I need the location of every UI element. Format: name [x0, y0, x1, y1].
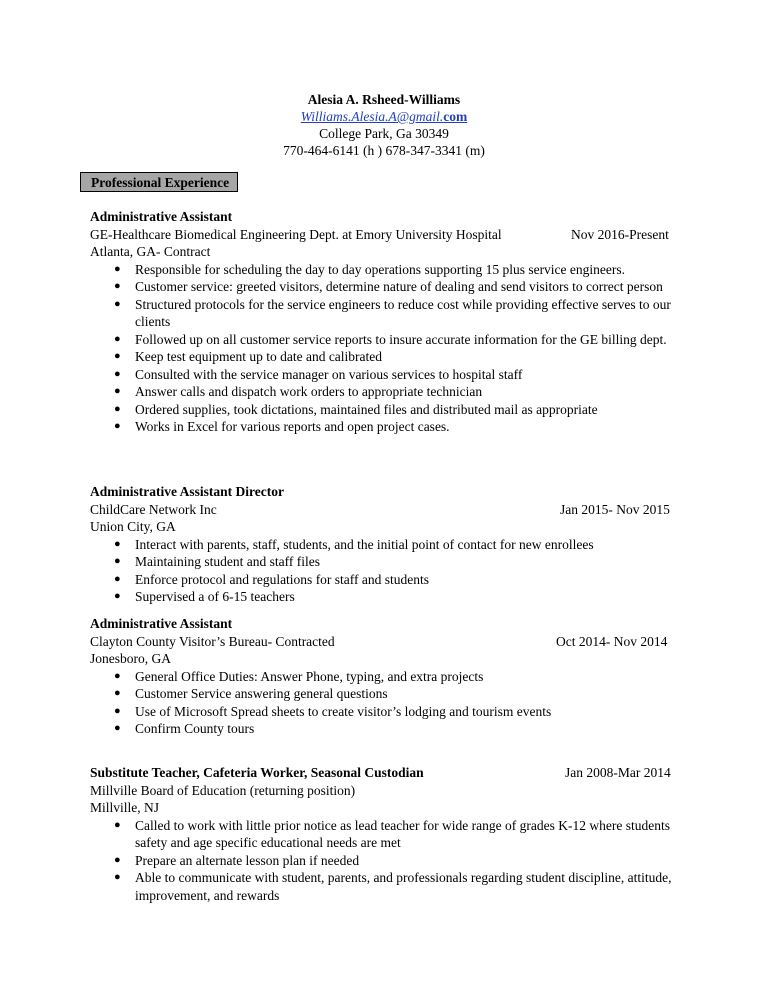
- job-title: Substitute Teacher, Cafeteria Worker, Seasonal Custodian: [90, 765, 424, 780]
- duty-item: ● Able to communicate with student, parents, and professionals regarding student discipline, attitude, improvement, and rewards: [114, 870, 672, 903]
- phone-line: 770-464-6141 (h ) 678-347-3341 (m): [283, 143, 485, 158]
- duty-item: ● Answer calls and dispatch work orders to appropriate technician: [114, 384, 483, 399]
- job-dates: Jan 2015- Nov 2015: [560, 501, 670, 517]
- job-duties-list: [90, 817, 690, 905]
- job-duties-list: [90, 536, 690, 606]
- duty-item: ● Customer service: greeted visitors, determine nature of dealing and send visitors to correct person: [114, 279, 663, 294]
- job-employer: Clayton County Visitor’s Bureau- Contracted: [90, 633, 335, 649]
- duty-item: ● Use of Microsoft Spread sheets to create visitor’s lodging and tourism events: [114, 703, 552, 719]
- job-title: Administrative Assistant: [90, 209, 233, 224]
- email-link[interactable]: [0, 108, 768, 125]
- job-dates: Jan 2008-Mar 2014: [565, 765, 671, 780]
- duty-item: ● Ordered supplies, took dictations, maintained files and distributed mail as appropriate: [114, 401, 598, 417]
- duty-item: ● Prepare an alternate lesson plan if needed: [114, 852, 360, 868]
- job-employer-row: [90, 226, 690, 244]
- job-dates: Nov 2016-Present: [571, 226, 669, 242]
- job-title-row: [90, 764, 690, 782]
- contact-header: [0, 91, 768, 159]
- duty-item: ● Maintaining student and staff files: [114, 554, 320, 569]
- duty-item: ● Interact with parents, staff, students, and the initial point of contact for new enrollees: [114, 536, 594, 552]
- email-prefix: Williams.Alesia.A@gmail.: [300, 109, 444, 124]
- job-title: Administrative Assistant Director: [90, 484, 284, 499]
- email-suffix: com: [443, 109, 468, 124]
- duty-item: ● General Office Duties: Answer Phone, typing, and extra projects: [114, 668, 484, 684]
- duty-item: ● Customer Service answering general questions: [114, 686, 388, 701]
- duty-item: ● Called to work with little prior notice as lead teacher for wide range of grades K-12 where students safety and age specific educational needs are met: [114, 817, 670, 850]
- duty-item: ● Works in Excel for various reports and open project cases.: [114, 419, 450, 434]
- job-duties-list: [90, 261, 690, 436]
- candidate-name: Alesia A. Rsheed-Williams: [307, 92, 461, 107]
- job-location: Union City, GA: [90, 519, 176, 534]
- job-employer: GE-Healthcare Biomedical Engineering Dept. at Emory University Hospital: [90, 226, 502, 242]
- job-entry: [90, 483, 690, 606]
- duty-item: ● Keep test equipment up to date and calibrated: [114, 349, 383, 364]
- duty-item: ● Consulted with the service manager on various services to hospital staff: [114, 366, 523, 382]
- duty-item: ● Enforce protocol and regulations for staff and students: [114, 571, 430, 587]
- job-entry: [90, 615, 690, 738]
- address-line: College Park, Ga 30349: [319, 126, 449, 141]
- job-employer-row: [90, 501, 690, 519]
- job-location: Jonesboro, GA: [90, 651, 171, 666]
- job-dates: Oct 2014- Nov 2014: [556, 633, 668, 649]
- section-heading-professional-experience: Professional Experience: [80, 172, 238, 192]
- job-entry: [90, 208, 690, 436]
- duty-item: ● Structured protocols for the service engineers to reduce cost while providing effective serves to our clients: [114, 296, 671, 329]
- duty-item: ● Confirm County tours: [114, 721, 255, 736]
- job-duties-list: [90, 668, 690, 738]
- duty-item: ● Supervised a of 6-15 teachers: [114, 589, 295, 604]
- job-employer: Millville Board of Education (returning position): [90, 782, 356, 798]
- job-entry: [90, 764, 690, 904]
- job-location: Millville, NJ: [90, 800, 160, 815]
- duty-item: ● Responsible for scheduling the day to day operations supporting 15 plus service engineers.: [114, 261, 626, 277]
- duty-item: ● Followed up on all customer service reports to insure accurate information for the GE billing dept.: [114, 331, 667, 347]
- job-location: Atlanta, GA- Contract: [90, 244, 211, 259]
- job-title: Administrative Assistant: [90, 616, 233, 631]
- job-employer-row: [90, 633, 690, 651]
- job-employer: ChildCare Network Inc: [90, 501, 217, 517]
